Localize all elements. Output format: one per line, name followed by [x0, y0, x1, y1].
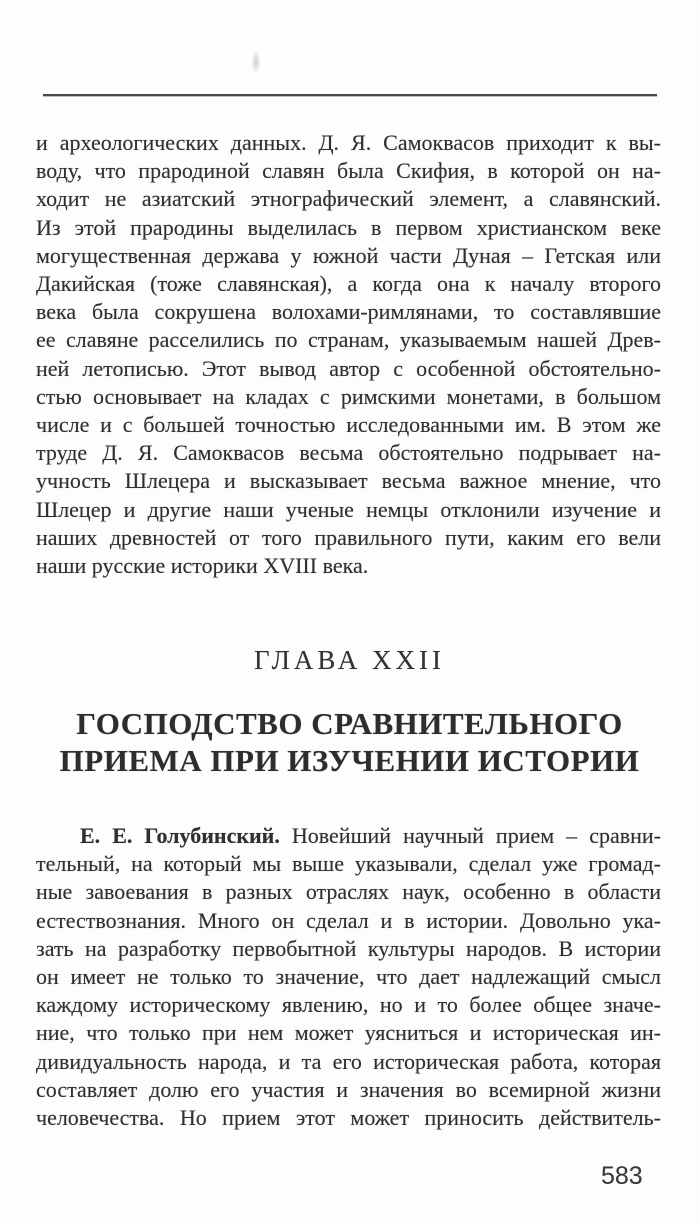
page-number: 583 [601, 1162, 643, 1190]
text-line: ние, что только при нем может уясниться и историческая ин- [36, 1020, 661, 1046]
text-line: стью основывает на кладах с римскими монетами, в большом [36, 383, 661, 409]
text-line: естествознания. Много он сделал и в истории. Довольно ука- [36, 907, 661, 933]
scan-artifact-mark [251, 50, 261, 74]
text-line: тельный, на который мы выше указывали, сделал уже громад- [36, 851, 661, 877]
text-line: человечества. Но прием этот может приносить действитель- [36, 1105, 661, 1131]
text-line: составляет долю его участия и значения во всемирной жизни [36, 1076, 661, 1102]
text-line: ней летописью. Этот вывод автор с особенной обстоятельно- [36, 355, 661, 381]
text-line: он имеет не только то значение, что дает надлежащий смысл [36, 964, 661, 990]
text-line: и археологических данных. Д. Я. Самоквасов приходит к вы- [36, 130, 661, 155]
text-line: Шлецер и другие наши ученые немцы отклонили изучение и [36, 496, 661, 522]
text-line: наши русские историки XVIII века. [36, 553, 369, 579]
text-line: века была сокрушена волохами-римлянами, то составлявшие [36, 299, 661, 325]
text-line: числе и с большей точностью исследованными им. В этом же [36, 412, 661, 438]
author-name-bold: Е. Е. Голубинский. [80, 823, 280, 848]
text-line: могущественная держава у южной части Дуная – Гетская или [36, 242, 661, 268]
paragraph-golubinsky [36, 822, 661, 1132]
text-line: воду, что прародиной славян была Скифия, в которой он на- [36, 158, 661, 184]
text-line: учность Шлецера и высказывает весьма важное мнение, что [36, 468, 661, 494]
text-line: наших древностей от того правильного пути, каким его вели [36, 524, 661, 550]
chapter-number-heading: ГЛАВА XXII [254, 645, 445, 675]
text-line: зать на разработку первобытной культуры народов. В истории [36, 935, 661, 961]
text-line: ходит не азиатский этнографический элемент, а славянский. [36, 186, 661, 212]
header-rule [43, 94, 657, 96]
text-line: ные завоевания в разных отраслях наук, особенно в области [36, 879, 661, 905]
text-line: каждому историческому явлению, но и то более общее значе- [36, 992, 661, 1018]
text-line: Из этой прародины выделилась в первом христианском веке [36, 214, 661, 240]
paragraph-continuation [36, 129, 661, 580]
chapter-title [0, 705, 699, 779]
text-line: Дакийская (тоже славянская), а когда она к началу второго [36, 271, 661, 297]
chapter-title-line2: ПРИЕМА ПРИ ИЗУЧЕНИИ ИСТОРИИ [59, 743, 640, 778]
text-line: Е. Е. Голубинский. Новейший научный прием – сравни- [80, 823, 661, 848]
text-line: труде Д. Я. Самоквасов весьма обстоятельно подрывает на- [36, 440, 661, 466]
text-line: ее славяне расселились по странам, указываемым нашей Древ- [36, 327, 661, 353]
chapter-title-line1: ГОСПОДСТВО СРАВНИТЕЛЬНОГО [76, 706, 623, 741]
text-line: дивидуальность народа, и та его историческая работа, которая [36, 1048, 661, 1074]
